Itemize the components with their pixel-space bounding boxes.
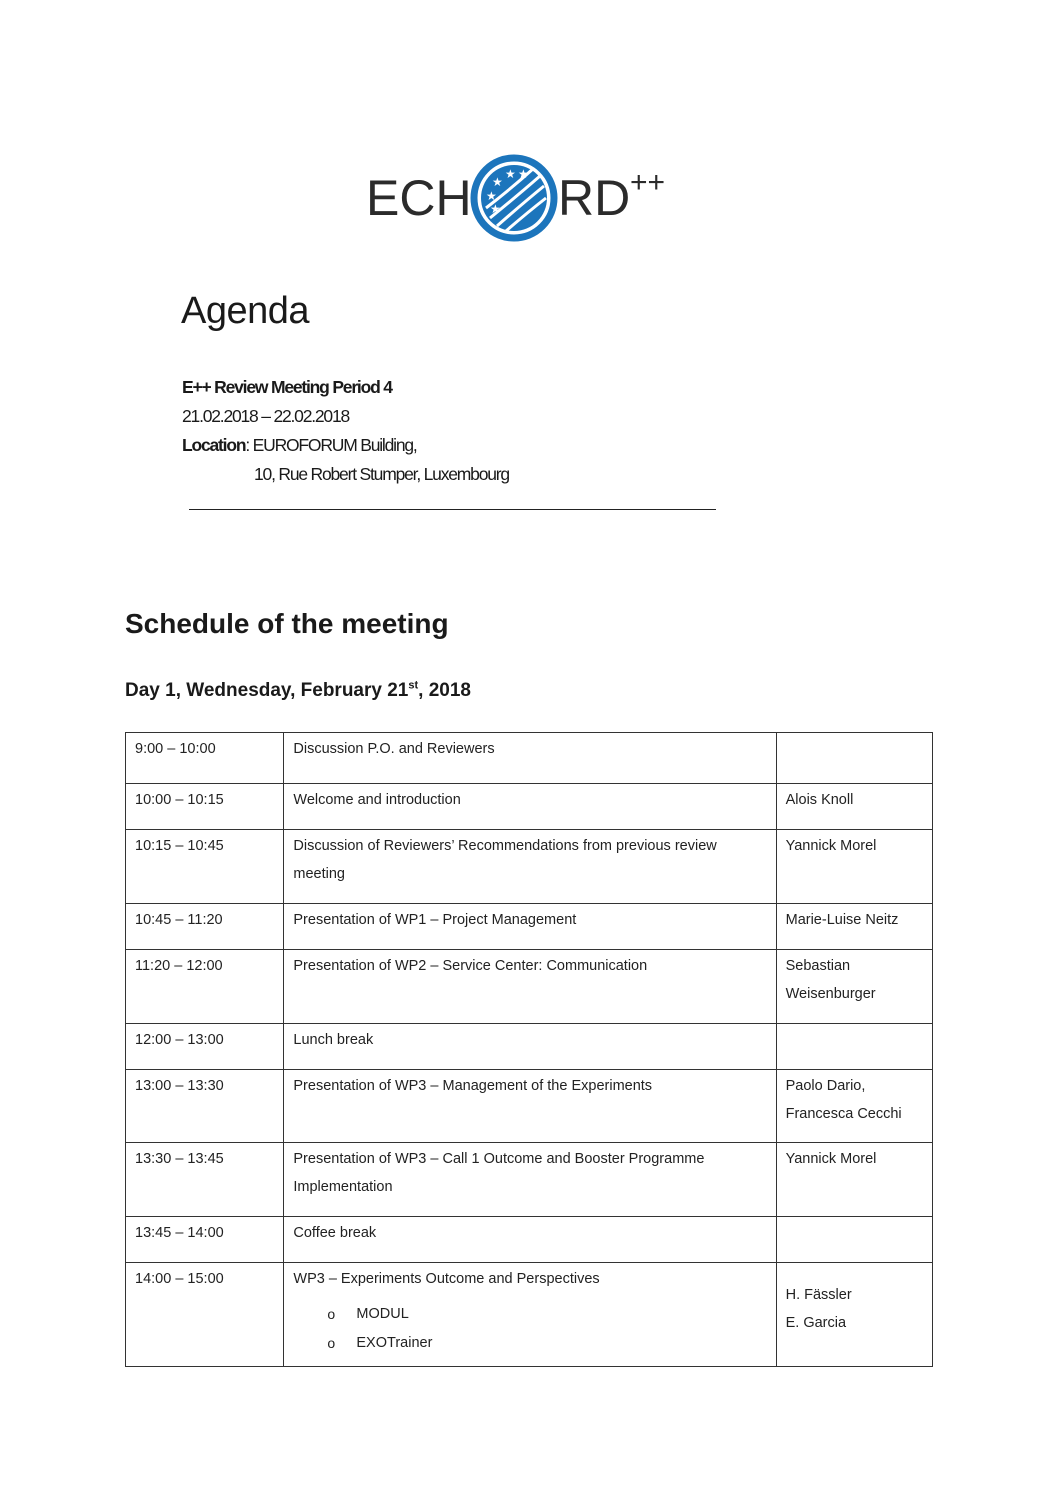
svg-text:★: ★: [490, 202, 501, 216]
table-row: [126, 1217, 933, 1263]
row-topic-title: WP3 – Experiments Outcome and Perspectives: [293, 1271, 600, 1287]
sub-item-speaker: E. Garcia: [785, 1315, 847, 1331]
sub-item-speaker: H. Fässler: [785, 1287, 852, 1303]
day-title-suffix: , 2018: [418, 680, 471, 701]
row-time: 10:00 – 10:15: [126, 784, 284, 830]
row-time: 13:45 – 14:00: [126, 1217, 284, 1263]
table-row: [126, 950, 933, 1024]
row-topic: Welcome and introduction: [284, 784, 776, 830]
row-speaker: [776, 1263, 932, 1367]
sub-item-list: [293, 1300, 766, 1358]
row-topic: [284, 1263, 776, 1367]
meeting-location: [182, 431, 509, 460]
section-title: Schedule of the meeting: [125, 608, 449, 639]
sub-item-speakers: [786, 1281, 923, 1337]
day-title: [125, 680, 471, 702]
row-speaker: Yannick Morel: [776, 1143, 932, 1217]
row-speaker: Marie-Luise Neitz: [776, 904, 932, 950]
row-topic: Discussion of Reviewers’ Recommendations from previous review meeting: [284, 830, 776, 904]
row-topic: Presentation of WP1 – Project Management: [284, 904, 776, 950]
row-time: 12:00 – 13:00: [126, 1024, 284, 1070]
row-time: 10:45 – 11:20: [126, 904, 284, 950]
echord-logo: [362, 148, 682, 248]
table-row: [126, 830, 933, 904]
row-speaker: [776, 733, 932, 784]
day-title-prefix: Day 1, Wednesday, February 21: [125, 680, 409, 701]
row-speaker: [776, 1217, 932, 1263]
circle-bullet-icon: o: [327, 1305, 336, 1322]
table-row: [126, 1070, 933, 1143]
row-time: 13:30 – 13:45: [126, 1143, 284, 1217]
svg-text:★: ★: [486, 189, 497, 203]
day-title-sup: st: [408, 679, 419, 692]
sub-item-label: MODUL: [356, 1305, 409, 1322]
location-line1: : EUROFORUM Building,: [245, 435, 417, 455]
list-item: [293, 1300, 766, 1329]
row-time: 11:20 – 12:00: [126, 950, 284, 1024]
svg-text:★: ★: [505, 167, 516, 181]
row-time: 13:00 – 13:30: [126, 1070, 284, 1143]
page-title: Agenda: [181, 290, 310, 332]
row-speaker: [776, 1024, 932, 1070]
row-topic: Lunch break: [284, 1024, 776, 1070]
schedule-table: [125, 732, 933, 1367]
row-topic: Presentation of WP3 – Management of the Experiments: [284, 1070, 776, 1143]
meeting-name: E++ Review Meeting Period 4: [182, 377, 392, 397]
row-speaker: Sebastian Weisenburger: [776, 950, 932, 1024]
meeting-meta: [182, 373, 509, 489]
row-topic: Presentation of WP3 – Call 1 Outcome and Booster Programme Implementation: [284, 1143, 776, 1217]
logo-text-left: ECH: [366, 170, 472, 226]
row-speaker: Paolo Dario, Francesca Cecchi: [776, 1070, 932, 1143]
logo-emblem-icon: [474, 158, 554, 238]
svg-text:★: ★: [518, 167, 529, 181]
list-item: [293, 1329, 766, 1358]
svg-text:★: ★: [492, 175, 503, 189]
location-line2: 10, Rue Robert Stumper, Luxembourg: [254, 464, 509, 484]
header-divider: [189, 509, 716, 510]
row-time: 10:15 – 10:45: [126, 830, 284, 904]
meeting-dates: 21.02.2018 – 22.02.2018: [182, 406, 350, 426]
table-row: [126, 1143, 933, 1217]
row-topic: Discussion P.O. and Reviewers: [284, 733, 776, 784]
row-time: 9:00 – 10:00: [126, 733, 284, 784]
table-row: [126, 1263, 933, 1367]
logo-superscript: ++: [630, 166, 666, 199]
row-speaker: Alois Knoll: [776, 784, 932, 830]
row-topic: Coffee break: [284, 1217, 776, 1263]
row-time: 14:00 – 15:00: [126, 1263, 284, 1367]
sub-item-label: EXOTrainer: [356, 1334, 433, 1351]
table-row: [126, 904, 933, 950]
row-speaker: Yannick Morel: [776, 830, 932, 904]
row-topic: Presentation of WP2 – Service Center: Communication: [284, 950, 776, 1024]
location-label: Location: [182, 435, 246, 455]
table-row: [126, 1024, 933, 1070]
logo-text-right: RD: [558, 170, 631, 226]
table-row: [126, 733, 933, 784]
circle-bullet-icon: o: [327, 1334, 336, 1351]
table-row: [126, 784, 933, 830]
